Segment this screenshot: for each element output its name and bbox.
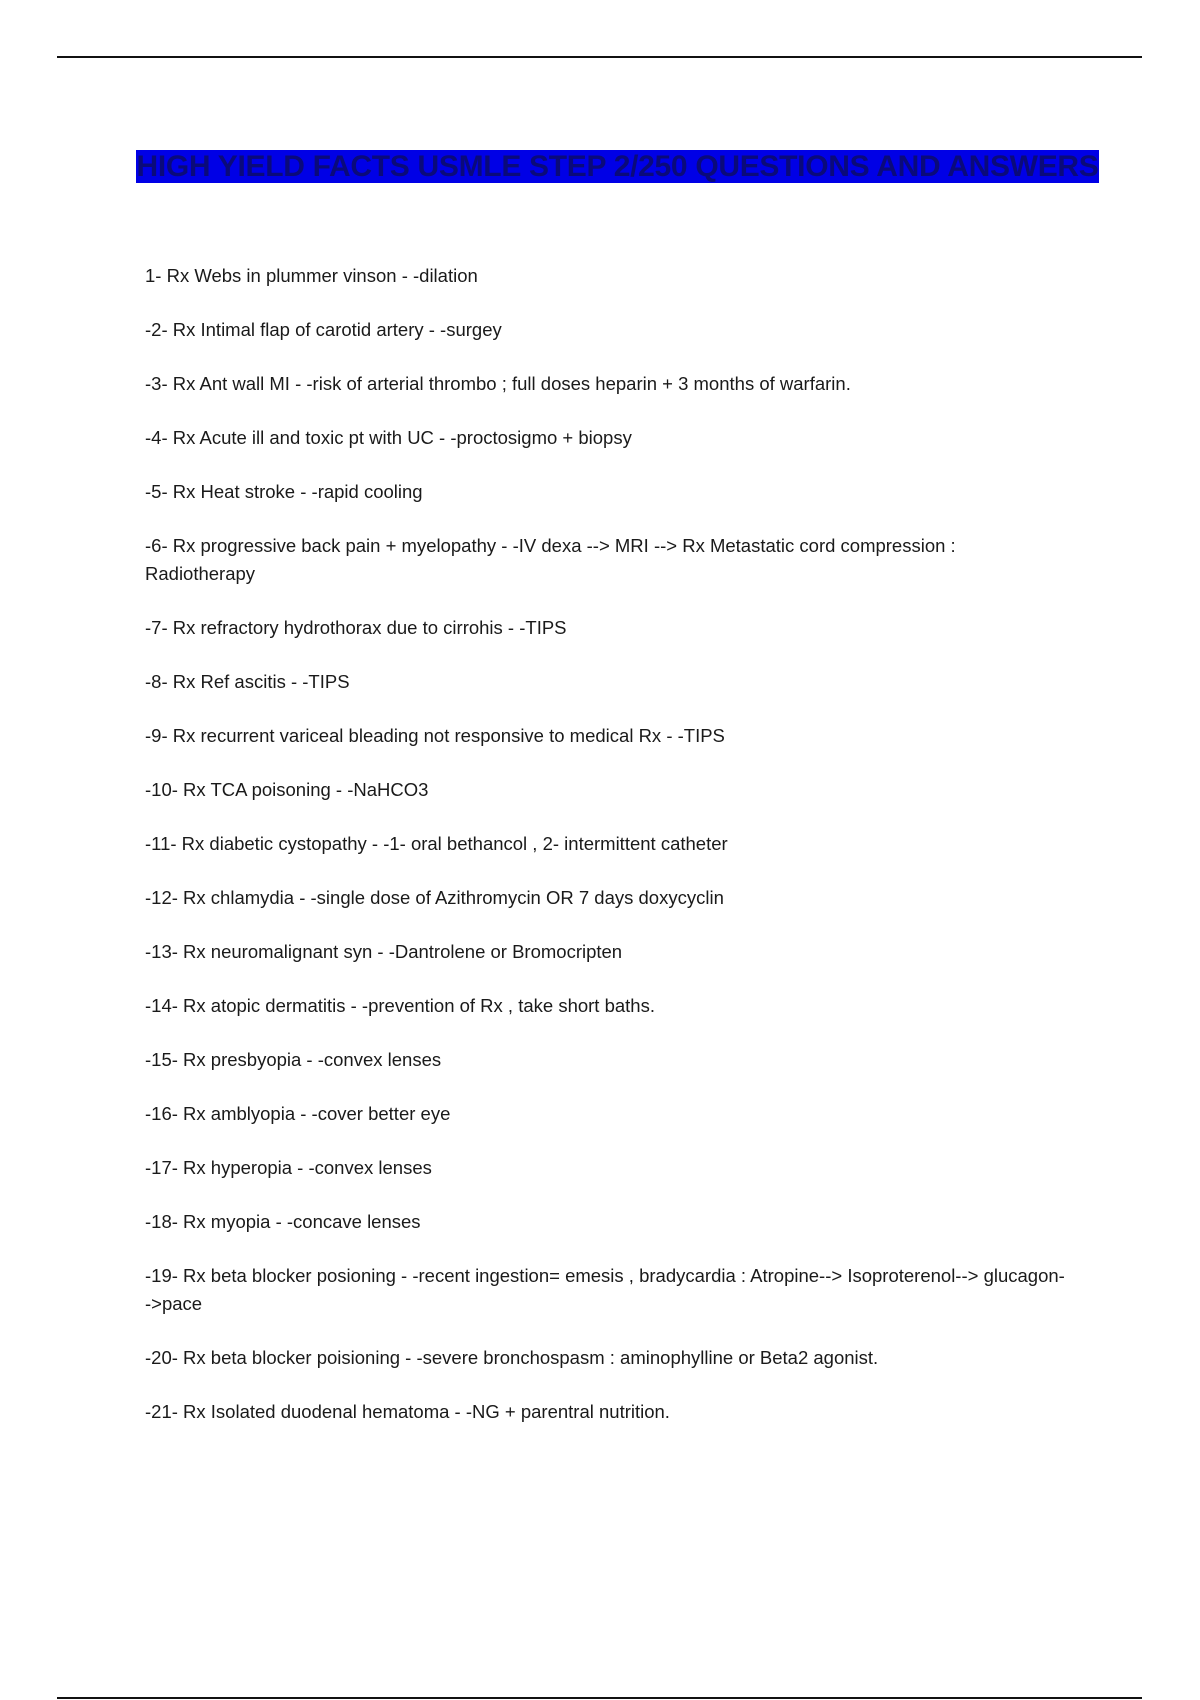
list-item: -3- Rx Ant wall MI - -risk of arterial thrombo ; full doses heparin + 3 months of warfarin. xyxy=(145,373,851,394)
list-item: -19- Rx beta blocker posioning - -recent ingestion= emesis , bradycardia : Atropine--> Isoproterenol--> glucagon-->pace xyxy=(145,1265,1065,1314)
document-title: HIGH YIELD FACTS USMLE STEP 2/250 QUESTIONS AND ANSWERS xyxy=(136,150,1099,183)
title-block xyxy=(0,145,1200,189)
list-item: -16- Rx amblyopia - -cover better eye xyxy=(145,1103,451,1124)
list-item: -12- Rx chlamydia - -single dose of Azithromycin OR 7 days doxycyclin xyxy=(145,887,724,908)
list-item: -5- Rx Heat stroke - -rapid cooling xyxy=(145,481,423,502)
footer-rule xyxy=(57,1697,1142,1699)
list-item: -9- Rx recurrent variceal bleading not responsive to medical Rx - -TIPS xyxy=(145,725,725,746)
list-item: -11- Rx diabetic cystopathy - -1- oral bethancol , 2- intermittent catheter xyxy=(145,833,728,854)
list-item: -20- Rx beta blocker poisioning - -severe bronchospasm : aminophylline or Beta2 agonist. xyxy=(145,1347,879,1368)
header-rule xyxy=(57,56,1142,58)
list-item: -14- Rx atopic dermatitis - -prevention of Rx , take short baths. xyxy=(145,995,655,1016)
list-item: -6- Rx progressive back pain + myelopathy - -IV dexa --> MRI --> Rx Metastatic cord compression : Radiotherapy xyxy=(145,535,956,584)
list-item: -4- Rx Acute ill and toxic pt with UC - -proctosigmo + biopsy xyxy=(145,427,632,448)
qa-list xyxy=(145,262,1065,1452)
list-item: -13- Rx neuromalignant syn - -Dantrolene or Bromocripten xyxy=(145,941,623,962)
list-item: -15- Rx presbyopia - -convex lenses xyxy=(145,1049,442,1070)
list-item: -17- Rx hyperopia - -convex lenses xyxy=(145,1157,432,1178)
list-item: -7- Rx refractory hydrothorax due to cirrohis - -TIPS xyxy=(145,617,567,638)
list-item: -2- Rx Intimal flap of carotid artery - -surgey xyxy=(145,319,502,340)
list-item: -18- Rx myopia - -concave lenses xyxy=(145,1211,421,1232)
list-item: -10- Rx TCA poisoning - -NaHCO3 xyxy=(145,779,429,800)
list-item: -21- Rx Isolated duodenal hematoma - -NG + parentral nutrition. xyxy=(145,1401,670,1422)
list-item: 1- Rx Webs in plummer vinson - -dilation xyxy=(145,265,478,286)
list-item: -8- Rx Ref ascitis - -TIPS xyxy=(145,671,350,692)
